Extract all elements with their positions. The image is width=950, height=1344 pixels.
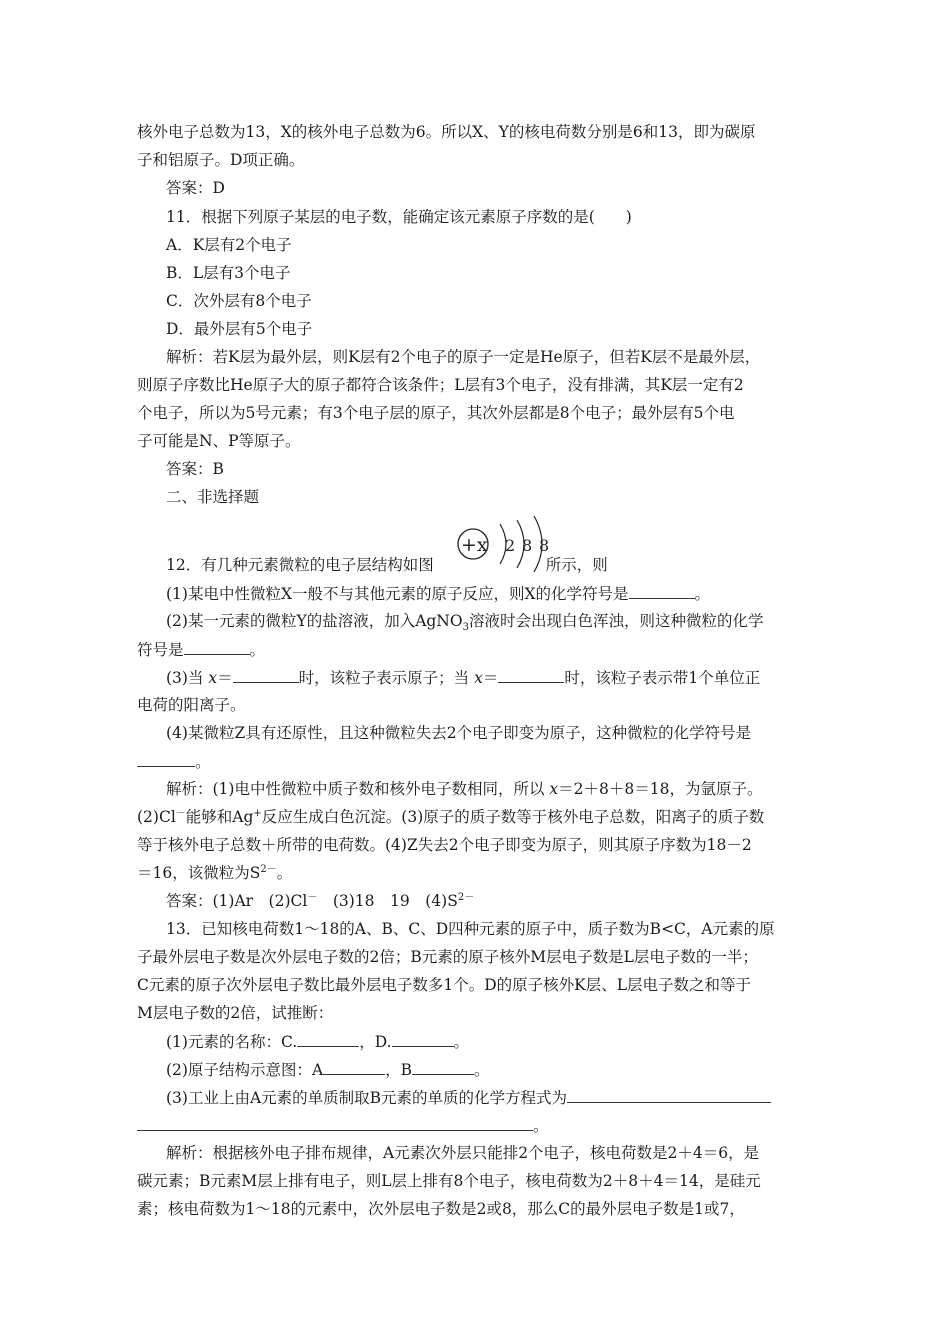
punct: 。: [533, 1117, 549, 1135]
superscript: 2－: [260, 863, 277, 875]
section-heading: 二、非选择题: [166, 488, 260, 506]
analysis-line: 子可能是N、P等原子。: [137, 432, 301, 450]
variable-x: x: [549, 780, 559, 798]
text-line: [137, 639, 817, 660]
answer-text: 答案：(1)Ar (2)Cl: [166, 892, 308, 910]
analysis-text: ＝2＋8＋8＝18，为氩原子。: [558, 780, 763, 798]
analysis-text: (2)Cl: [137, 808, 176, 826]
answer-blank[interactable]: [323, 1059, 385, 1075]
punct: 。: [453, 1033, 470, 1051]
analysis-line: [166, 779, 816, 799]
answer-blank[interactable]: [137, 1115, 533, 1131]
answer-blank[interactable]: [297, 1031, 359, 1047]
answer-blank[interactable]: [137, 751, 195, 767]
punct: 。: [195, 753, 211, 771]
analysis-line: 碳元素；B元素M层上排有电子，则L层上排有8个电子，核电荷数为2＋8＋4＝14，是硅元: [137, 1172, 761, 1190]
text-line: 电荷的阳离子。: [137, 696, 246, 714]
sub-question-text: (1)某电中性微粒X一般不与其他元素的原子反应，则X的化学符号是: [166, 585, 629, 603]
question-12-tail: 所示，则: [545, 556, 608, 574]
punct: 。: [276, 864, 293, 882]
analysis-text: 能够和Ag: [185, 808, 254, 826]
answer-blank[interactable]: [233, 667, 299, 683]
superscript: －: [307, 891, 318, 903]
punct: 。: [474, 1061, 490, 1079]
answer-line: 答案：D: [166, 179, 225, 197]
question-12: [166, 555, 816, 575]
sub-question: [166, 1087, 816, 1108]
equals: ＝: [482, 669, 499, 687]
variable-x: x: [208, 669, 218, 687]
text-line: [137, 751, 817, 772]
sub-question: [166, 583, 816, 604]
sub-question: [166, 611, 816, 634]
text-line: [137, 1115, 817, 1136]
analysis-line: 等于核外电子总数＋所带的电荷数。(4)Z失去2个电子即变为原子，则其原子序数为18－2: [137, 836, 752, 854]
answer-blank[interactable]: [567, 1087, 771, 1103]
shell-count-1: 2: [505, 536, 516, 555]
answer-blank[interactable]: [498, 667, 564, 683]
text-line: M层电子数的2倍，试推断：: [137, 1004, 334, 1022]
option-d: D．最外层有5个电子: [166, 320, 313, 338]
analysis-line: 则原子序数比He原子大的原子都符合该条件；L层有3个电子，没有排满，其K层一定有2: [137, 376, 744, 394]
text-line: C元素的原子次外层电子数比最外层电子数多1个。D的原子核外K层、L层电子数之和等于: [137, 976, 752, 994]
punct: 。: [694, 585, 711, 603]
analysis-line: [137, 807, 817, 827]
text-line: 子和铝原子。D项正确。: [137, 151, 305, 169]
option-a: A．K层有2个电子: [166, 236, 292, 254]
superscript: +: [253, 807, 262, 819]
sub-question-text: (2)原子结构示意图：A: [166, 1061, 324, 1079]
analysis-line: 个电子，所以为5号元素；有3个电子层的原子，其次外层都是8个电子；最外层有5个电: [137, 404, 735, 422]
answer-blank[interactable]: [184, 639, 250, 655]
sub-question: [166, 1059, 816, 1080]
answer-blank[interactable]: [629, 583, 695, 599]
analysis-text: 解析：(1)电中性微粒中质子数和核外电子数相同，所以: [166, 780, 550, 798]
sub-question-text: 时，该粒子表示带1个单位正: [564, 669, 761, 687]
analysis-text: ＝16，该微粒为S: [137, 864, 261, 882]
text-line: 核外电子总数为13，X的核外电子总数为6。所以X、Y的核电荷数分别是6和13，即为碳原: [137, 123, 756, 141]
option-b: B．L层有3个电子: [166, 264, 291, 282]
sub-question-text: (2)某一元素的微粒Y的盐溶液，加入AgNO: [166, 612, 463, 630]
subscript: 3: [462, 622, 469, 634]
equals: ＝: [217, 669, 233, 687]
sub-question-text: (1)元素的名称：C.: [166, 1033, 298, 1051]
sub-question: (4)某微粒Z具有还原性，且这种微粒失去2个电子即变为原子，这种微粒的化学符号是: [166, 724, 752, 742]
shell-count-3: 8: [539, 536, 550, 555]
sub-question-text: (3)工业上由A元素的单质制取B元素的单质的化学方程式为: [166, 1089, 568, 1107]
variable-x: x: [474, 669, 483, 687]
question-12-text: 12．有几种元素微粒的电子层结构如图: [166, 556, 434, 574]
analysis-text: 反应生成白色沉淀。(3)原子的质子数等于核外电子总数，阳离子的质子数: [261, 808, 765, 826]
sub-question-text: 溶液时会出现白色浑浊，则这种微粒的化学: [468, 612, 764, 630]
analysis-line: 素；核电荷数为1～18的元素中，次外层电子数是2或8，那么C的最外层电子数是1或7，: [137, 1200, 745, 1218]
nucleus-label: +x: [461, 534, 488, 556]
option-c: C．次外层有8个电子: [166, 292, 312, 310]
analysis-line: [137, 863, 817, 883]
sub-question-text: (3)当: [166, 669, 209, 687]
answer-blank[interactable]: [392, 1031, 454, 1047]
answer-line: [166, 891, 816, 911]
question-13: 13．已知核电荷数1～18的A、B、C、D四种元素的原子中，质子数为B<C，A元素的原: [166, 920, 775, 938]
superscript: 2－: [457, 891, 475, 903]
sub-question-text: 符号是: [137, 641, 184, 659]
superscript: －: [175, 807, 186, 819]
question-11: 11．根据下列原子某层的电子数，能确定该元素原子序数的是( ): [166, 208, 632, 226]
punct: 。: [249, 641, 266, 659]
sub-question-text: ，B: [385, 1061, 413, 1079]
answer-text: (3)18 19 (4)S: [317, 892, 458, 910]
sub-question: [166, 1031, 816, 1052]
shell-count-2: 8: [522, 536, 533, 555]
answer-blank[interactable]: [412, 1059, 474, 1075]
sub-question-text: 时，该粒子表示原子；当: [298, 669, 475, 687]
sub-question-text: ，D.: [359, 1033, 392, 1051]
analysis-line: 解析：若K层为最外层，则K层有2个电子的原子一定是He原子，但若K层不是最外层，: [166, 348, 761, 366]
sub-question: [166, 667, 816, 688]
analysis-line: 解析：根据核外电子排布规律，A元素次外层只能排2个电子，核电荷数是2＋4＝6，是: [166, 1144, 760, 1162]
answer-line: 答案：B: [166, 460, 224, 478]
text-line: 子最外层电子数是次外层电子数的2倍；B元素的原子核外M层电子数是L层电子数的一半；: [137, 948, 758, 966]
